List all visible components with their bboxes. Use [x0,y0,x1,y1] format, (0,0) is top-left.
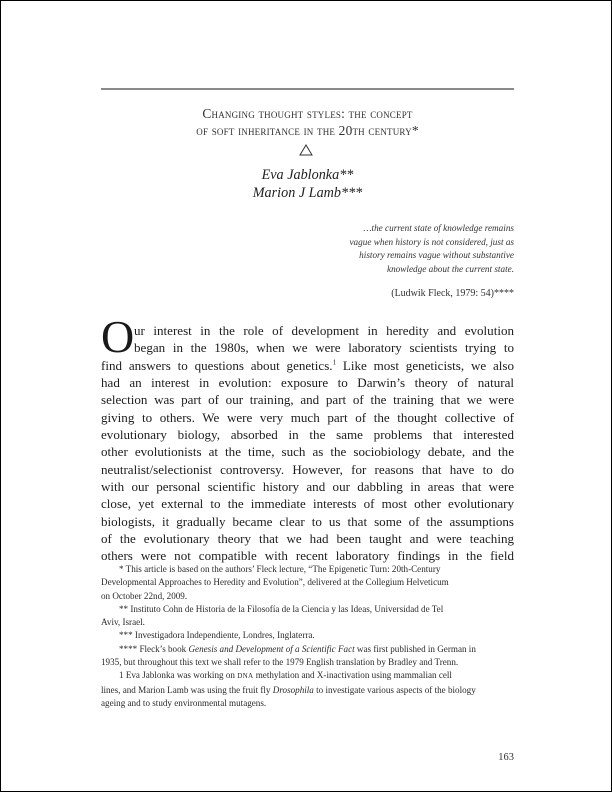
author-block [101,166,514,202]
article-title [101,105,514,139]
epigraph [301,222,514,277]
footnote-line: Developmental Approaches to Heredity and Evolution”, delivered at the Collegium Helveticum [101,577,449,588]
body-line: ur interest in the role of development in heredity and evolution [134,323,514,338]
footnote-text: methylation and X-inactivation using mammalian cell [253,670,452,681]
epigraph-line: …the current state of knowledge remains [363,223,514,233]
drop-cap: O [101,311,135,362]
body-line: selection was part of our training, and part of the training that we were [101,392,514,408]
footnotes [101,563,514,710]
footnote-text: was first published in German in [354,643,476,654]
body-line: close, yet external to the immediate interests of most other evolutionary [101,496,514,512]
page-number: 163 [498,752,514,763]
footnote-line: on October 22nd, 2009. [101,590,188,601]
body-line: giving to others. We were very much part of the thought collective of [101,409,514,425]
body-text-segment: find answers to questions about genetics. [101,357,333,373]
footnote-text: **** Fleck’s book [119,643,189,654]
footnote-line: * This article is based on the authors’ Fleck lecture, “The Epigenetic Turn: 20th-Century [119,564,441,574]
footnote-line: 1935, but throughout this text we shall refer to the 1979 English translation by Bradley and Trenn. [101,657,459,668]
footnote [101,603,514,630]
body-line [101,357,514,374]
footnote-line: ageing and to study environmental mutagens. [101,697,267,708]
species-name: Drosophila [272,684,314,695]
footnote [101,563,514,603]
footnote-line [101,669,514,683]
footnote-ref[interactable]: 1 [332,358,337,367]
body-text-segment: Like most geneticists, we also [336,357,514,373]
body-line: of the evolutionary theory that we had been taught and were teaching [101,531,514,547]
author-name: Marion J Lamb*** [252,185,363,201]
book-title: Genesis and Development of a Scientific Fact [188,643,355,654]
body-line: began in the 1980s, when we were laboratory scientists trying to [134,340,514,356]
footnote-line: *** Investigadora Independiente, Londres, Inglaterra. [119,630,315,641]
body-line: others were not compatible with recent laboratory findings in the field [101,548,514,564]
footnote [101,629,514,642]
footnote [101,669,514,710]
author-name: Eva Jablonka** [261,167,354,183]
epigraph-line: knowledge about the current state. [387,264,514,275]
body-line: biologists, it gradually became clear to us that some of the assumptions [101,513,514,529]
body-line: with our personal scientific history and our dabbling in areas that were [101,479,514,495]
small-caps-term: DNA [237,672,254,681]
epigraph-attribution: (Ludwik Fleck, 1979: 54)**** [391,288,514,299]
title-line-1: Changing thought styles: the concept [202,106,413,121]
footnote [101,643,514,670]
footnote-line [101,684,514,697]
triangle-ornament-icon [299,144,313,156]
title-line-2: of soft inheritance in the 20th century* [196,123,419,138]
body-line: had an interest in evolution: exposure to Darwin’s theory of natural [101,375,514,391]
footnote-text: lines, and Marion Lamb was using the fruit fly [101,684,273,695]
footnote-text: 1 Eva Jablonka was working on [119,670,238,681]
body-line: other evolutionists at the time, such as the sociobiology debate, and the [101,444,514,460]
epigraph-line: vague when history is not considered, just as [349,236,514,247]
body-line: evolutionary biology, absorbed in the same problems that interested [101,427,514,443]
footnote-text: to investigate various aspects of the biology [313,684,476,695]
footnote-line [101,643,514,656]
header-rule [101,88,514,90]
footnote-line: Aviv, Israel. [101,617,145,628]
epigraph-line: history remains vague without substantive [359,250,514,261]
body-paragraph [101,322,514,565]
body-line: neutralist/selectionist controversy. However, for reasons that have to do [101,461,514,477]
footnote-line: ** Instituto Cohn de Historia de la Filosofía de la Ciencia y las Ideas, Universidad de Tel [119,603,444,614]
